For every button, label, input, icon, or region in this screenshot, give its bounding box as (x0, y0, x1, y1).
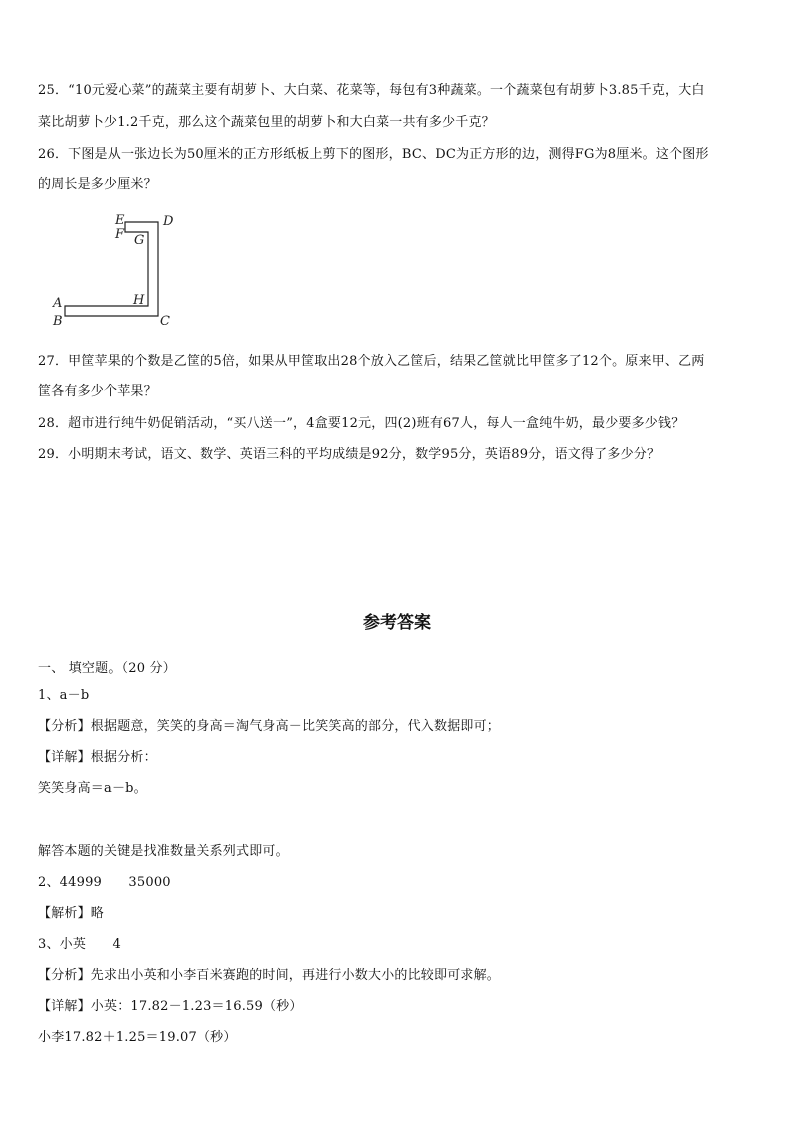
a3-title: 3、小英 4 (38, 937, 121, 952)
label-G: G (134, 233, 145, 248)
q27-line1: 27．甲筐苹果的个数是乙筐的5倍，如果从甲筐取出28个放入乙筐后，结果乙筐就比甲筐多了12个。原来甲、乙两 (38, 354, 705, 369)
a1-note: 解答本题的关键是找准数量关系列式即可。 (38, 844, 289, 859)
q26-line2: 的周长是多少厘米？ (38, 177, 157, 192)
a3-analysis: 【分析】先求出小英和小李百米赛跑的时间，再进行小数大小的比较即可求解。 (38, 968, 501, 983)
label-B: B (53, 314, 63, 329)
label-A: A (53, 296, 63, 311)
a1-formula: 笑笑身高＝a－b。 (38, 781, 147, 796)
question-28: 28．超市进行纯牛奶促销活动，“买八送一”，4盒要12元，四(2)班有67人，每人一盒纯牛奶，最少要多少钱？ (38, 416, 685, 431)
question-29: 29．小明期末考试，语文、数学、英语三科的平均成绩是92分，数学95分，英语89分，语文得了多少分？ (38, 447, 661, 462)
label-D: D (163, 214, 174, 229)
a1-title: 1、a－b (38, 688, 90, 703)
answers-heading: 参考答案 (363, 613, 431, 633)
label-C: C (160, 314, 170, 329)
q26-figure (50, 208, 190, 332)
label-H: H (133, 293, 145, 308)
q25-line1: 25．“10元爱心菜”的蔬菜主要有胡萝卜、大白菜、花菜等，每包有3种蔬菜。一个蔬菜包有胡萝卜3.85千克，大白 (38, 83, 705, 98)
label-F: F (115, 227, 125, 242)
section-title: 一、 填空题。（20 分） (38, 661, 176, 676)
label-E: E (115, 213, 125, 228)
a2-analysis: 【解析】略 (38, 906, 105, 921)
q25-line2: 菜比胡萝卜少1.2千克，那么这个蔬菜包里的胡萝卜和大白菜一共有多少千克？ (38, 115, 495, 130)
a1-detail: 【详解】根据分析： (38, 750, 157, 765)
a2-title: 2、44999 35000 (38, 875, 171, 890)
a3-line2: 小李17.82＋1.25＝19.07（秒） (38, 1030, 237, 1045)
a1-analysis: 【分析】根据题意，笑笑的身高＝淘气身高－比笑笑高的部分，代入数据即可； (38, 719, 501, 734)
q26-line1: 26．下图是从一张边长为50厘米的正方形纸板上剪下的图形，BC、DC为正方形的边，测得FG为8厘米。这个图形 (38, 147, 709, 162)
a3-detail: 【详解】小英：17.82－1.23＝16.59（秒） (38, 999, 303, 1014)
q27-line2: 筐各有多少个苹果？ (38, 384, 157, 399)
